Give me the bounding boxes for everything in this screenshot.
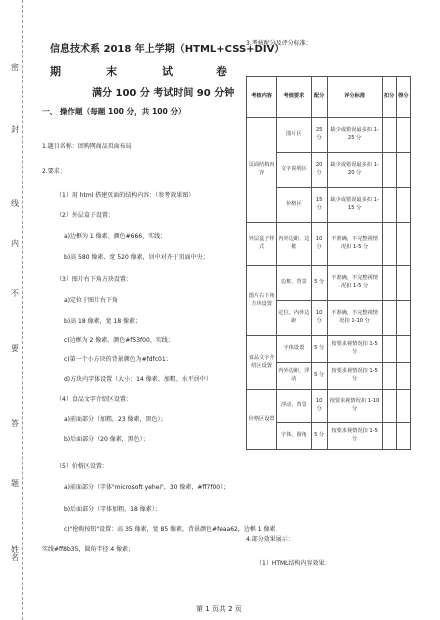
std-cell: 按要求视情况扣 1-5 分 [327,423,382,450]
std-cell: 不准确，不完整视情况扣 1-5 分 [327,266,382,301]
score-cell: 10 分 [311,390,327,423]
subtitle-char-3: 试 [162,65,173,78]
deduct-cell [382,301,396,336]
req-cell: 浮动、背景 [277,390,311,423]
body-line: 2.要求： [42,168,66,175]
table-row [247,336,411,363]
header-cell: 评分标准 [327,77,382,118]
body-line: （2）外层盒子设置： [56,212,114,219]
grade-cell [396,390,410,423]
deduct-cell [382,223,396,266]
body-line: a)前面部分（字体"microsoft yehei"，30 像素，#ff7f00）； [64,484,230,491]
body-line: c)第一个小方块的背景颜色为#fdfc01； [64,356,172,363]
body-line: 实线#ff8b35，圆角半径 4 像素； [42,546,135,553]
page-footer: 第 1 页共 2 页 [196,605,242,613]
group-cell: 图片右下角方块设置 [247,266,277,336]
req-cell: 内外边距、边框 [277,223,311,266]
effect-heading: 4.部分效果展示： [246,536,294,543]
score-cell: 15 分 [311,188,327,223]
body-line: a)定位于图片右下角 [64,297,119,304]
grade-cell [396,118,410,153]
binding-char: 密 [11,63,19,72]
deduct-cell [382,266,396,301]
body-line: b)高 580 像素、宽 520 像素，居中对齐于页面中央； [64,254,209,261]
std-cell: 不准确，不完整视情况扣 1-10 分 [327,301,382,336]
body-line: （4）食品文字介绍区设置： [56,396,132,403]
std-cell: 按要求视情况扣 1-5 分 [327,363,382,390]
group-cell: 外层盒子样式 [247,223,277,266]
std-cell: 不准确，不完整视情况扣 1-5 分 [327,223,382,266]
std-cell: 缺少或错误最多扣 1-25 分 [327,118,382,153]
group-cell: 价格区设置 [247,390,277,450]
binding-line [22,0,23,620]
body-line: c)边框为 2 像素、颜色#f53f00、实线； [64,337,174,344]
req-cell: 字体、圆角 [277,423,311,450]
score-cell: 10 分 [311,223,327,266]
req-cell: 价格区 [277,188,311,223]
body-line: （3）图片右下角方块设置： [56,276,132,283]
table-row [247,118,411,153]
grade-cell [396,153,410,188]
effect-subheading: （1）HTML结构内容效果： [256,560,331,567]
grade-cell [396,266,410,301]
group-cell: 页面结构内容 [247,118,277,223]
table-row [247,266,411,301]
deduct-cell [382,363,396,390]
binding-char: 要 [11,344,19,353]
binding-char: 内 [11,239,19,248]
deduct-cell [382,153,396,188]
binding-char: 不 [11,289,19,298]
header-cell: 考核要求 [277,77,311,118]
body-line: （1）用 html 搭建页面的结构内容：（参考效果图） [56,192,195,199]
req-cell: 边框、背景 [277,266,311,301]
subtitle-char-1: 期 [50,65,61,78]
deduct-cell [382,336,396,363]
body-line: d)方块内字体设置（大小：14 像素、加粗、水平居中） [64,376,212,383]
score-cell: 5 分 [311,266,327,301]
body-line: （5）价格区设置： [56,463,108,470]
body-line: a)前面部分（加粗，23 像素，黑色）； [64,416,167,423]
grade-cell [396,336,410,363]
score-cell: 10 分 [311,301,327,336]
grading-title: 3.考核配分及评分标准： [246,40,312,47]
std-cell: 缺少或错误最多扣 1-20 分 [327,153,382,188]
req-cell: 图片区 [277,118,311,153]
binding-char: 答 [11,419,19,428]
group-cell: 食品文字介绍区设置 [247,336,277,390]
header-cell: 得分 [396,77,410,118]
deduct-cell [382,188,396,223]
grade-cell [396,223,410,266]
header-cell: 配分 [311,77,327,118]
std-cell: 按要求视情况扣 1-5 分 [327,336,382,363]
header-cell: 扣分 [382,77,396,118]
grade-cell [396,363,410,390]
table-header-row [247,77,411,118]
std-cell: 按要求视情况扣 1-10 分 [327,390,382,423]
std-cell: 缺少或错误最多扣 1-15 分 [327,188,382,223]
subtitle-char-2: 末 [106,65,117,78]
table-row [247,390,411,423]
score-cell: 20 分 [311,153,327,188]
grade-cell [396,188,410,223]
exam-info: 满分 100 分 考试时间 90 分钟 [92,88,235,99]
grade-cell [396,301,410,336]
deduct-cell [382,390,396,423]
section-heading: 一、 操作题（每题 100 分，共 100 分） [42,107,186,116]
body-line: c)"抢购按钮"设置：高 35 像素，宽 85 像素，背景颜色#feaa62，边框 1 像素 [64,526,276,533]
score-cell: 5 分 [311,423,327,450]
subtitle-char-4: 卷 [216,65,227,78]
req-cell: 文字说明区 [277,153,311,188]
binding-char: 题 [11,479,19,488]
grading-table [246,76,411,450]
table-row [247,223,411,266]
req-cell: 内外边距，浮动 [277,363,311,390]
grade-cell [396,423,410,450]
deduct-cell [382,423,396,450]
binding-char: 姓名 [11,545,19,562]
header-cell: 考核内容 [247,77,277,118]
req-cell: 字体设置 [277,336,311,363]
body-line: b)高 18 像素，宽 18 像素； [64,318,142,325]
req-cell: 定位，内外边距 [277,301,311,336]
binding-char: 线 [11,199,19,208]
exam-title: 信息技术系 2018 年上学期（HTML+CSS+DIV） [50,44,285,55]
body-line: 1.题目名称：团购网商品页面布局 [42,143,132,150]
score-cell: 5 分 [311,363,327,390]
body-line: b)后面部分（20 像素，黑色）； [64,436,149,443]
body-line: a)边框为 1 像素、颜色#666、实线； [64,233,167,240]
score-cell: 25 分 [311,118,327,153]
binding-char: 封 [11,125,19,134]
score-cell: 5 分 [311,336,327,363]
body-line: b)后面部分（字体加粗，18 像素）； [64,506,161,513]
deduct-cell [382,118,396,153]
